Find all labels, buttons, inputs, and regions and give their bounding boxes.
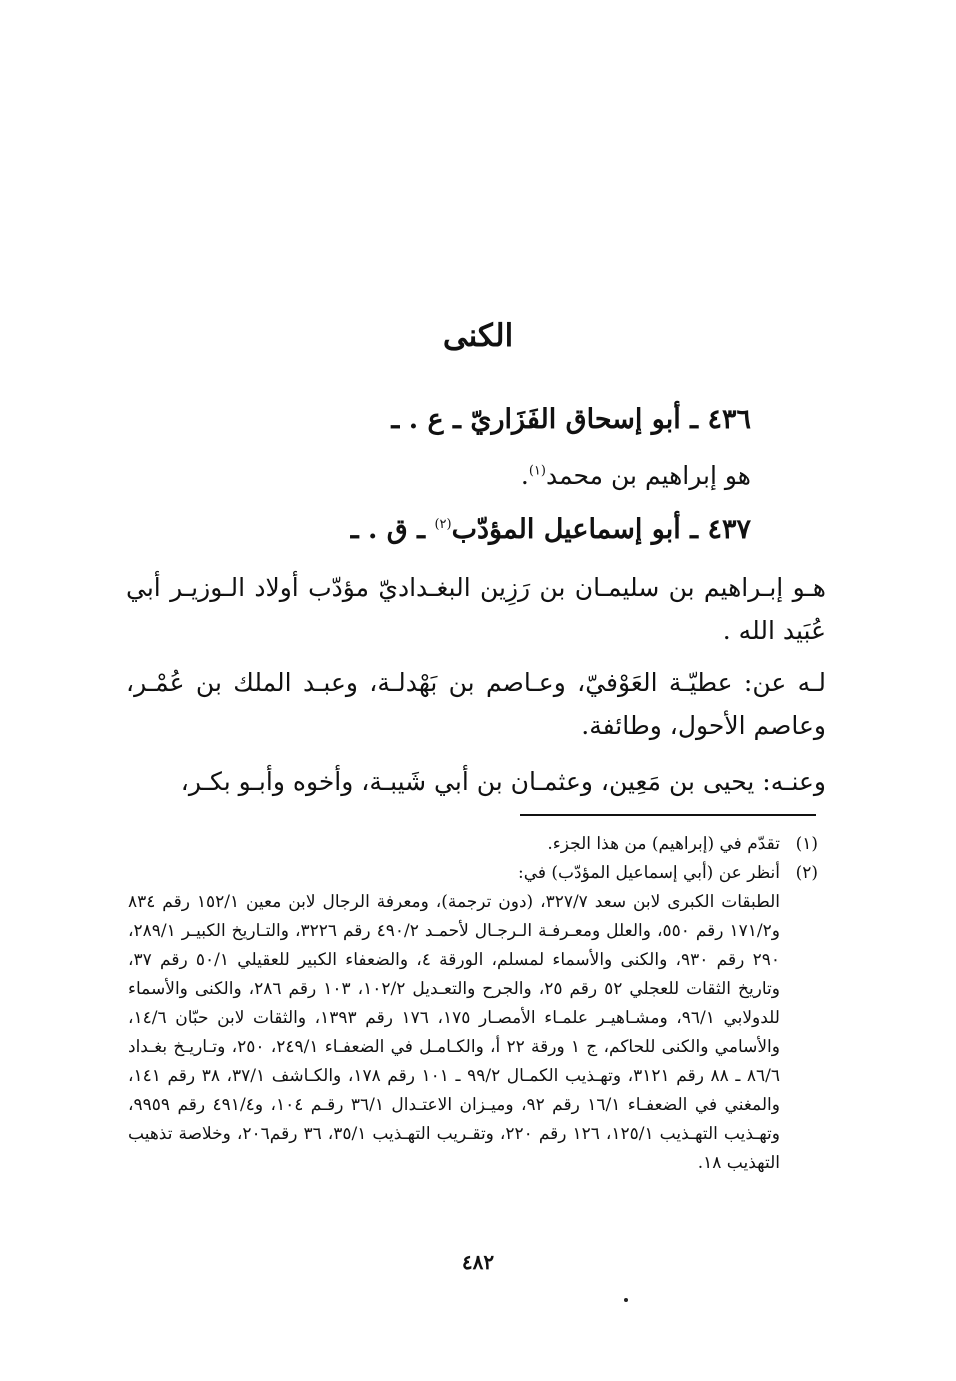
footnote-1-text: تقدّم في (إبراهيم) من هذا الجزء. [547,834,780,854]
entry-437-identity: هـو إبـراهيم بن سليمـان بن رَزِين البغـداديّ مؤدّب أولاد الـوزيـر أبي عُبَيد الله . [126,573,826,645]
footnote-2-number: (٢) [795,863,818,883]
footnote-2-references: الطبقات الكبرى لابن سعد ٣٢٧/٧، (دون ترجمة)، ومعرفة الرجال لابن معين ١٥٢/١ رقم ٨٣٤ و١٧١/٢ رقم ٥٥٠، والعلل ومعـرفـة الـرجـال لأحمـد ٤٩٠/٢ رقم ٣٢٢٦، والتـاريخ الكبيـر ٢٨٩/١، ٢٩٠ رقم ٩٣٠، والكنى والأسماء لمسلم، الورقة ٤، والضعفاء الكبير للعقيلي ٥٠/١ رقم ٣٧، وتاريخ الثقات للعجلي ٥٢ رقم ٢٥، والجرح والتعـديل ١٠٢/٢، ١٠٣ رقم ٢٨٦، والكنى والأسماء للدولابي ٩٦/١، ومشـاهيـر علمـاء الأمصـار ١٧٥، ١٧٦ رقم ١٣٩٣، والثقات لابن حبّان ١٤/٦، والأسامي والكنى للحاكم، ج ١ ورقة ٢٢ أ، والكـامـل في الضعفـاء ٢٤٩/١، ٢٥٠، وتـاريـخ بغـداد ٨٦/٦ ـ ٨٨ رقم ٣١٢١، وتهـذيب الكمـال ٩٩/٢ ـ ١٠١ رقم ١٧٨، والكـاشف ٣٧/١، ٣٨ رقم ١٤١، والمغني في الضعفـاء ١٦/١ رقم ٩٢، وميـزان الاعتـدال ٣٦/١ رقـم ١٠٤، و٤٩١/٤ رقم ٩٩٥٩، وتهـذيب التهـذيب ١٢٥/١، ١٢٦ رقم ٢٢٠، وتقـريب التهـذيب ٣٥/١، ٣٦ رقم٢٠٦، وخلاصة تذهيب التهذيب ١٨. [128,892,781,1173]
entry-437-teachers: لـه عن: عطيّـة العَوْفيّ، وعـاصم بن بَهْدلـة، وعبـد الملك بن عُمْـر، وعاصم الأحول، وطائفة. [126,668,826,740]
footnotes [128,830,818,1178]
footnote-1 [128,830,818,859]
entry-437-students: وعنـه: يحيى بن مَعِين، وعثمـان بن أبي شَيبـة، وأخوه وأبـو بكـر، [180,767,826,796]
footnote-ref-1[interactable]: (١) [528,463,546,479]
entry-437-heading-end: ـ ق . ـ [350,514,435,545]
entry-436-heading [391,404,751,435]
entry-436-identity [521,461,751,490]
entry-436-identity-text: هو إبراهيم بن محمد [545,461,751,490]
entry-437-heading-text: ٤٣٧ ـ أبو إسماعيل المؤدّب [451,514,751,545]
footnote-divider [520,814,816,816]
footnote-2 [128,859,818,888]
entry-436-identity-end: . [520,461,529,490]
footnote-2-text: أنظر عن (أبي إسماعيل المؤدّب) في: [517,863,780,883]
ink-speck [624,1298,628,1302]
section-title: الكنى [442,318,514,354]
page-number: ٤٨٢ [461,1250,495,1274]
entry-437-heading [351,514,751,545]
footnote-1-number: (١) [795,834,818,854]
entry-436-heading-text: ٤٣٦ ـ أبو إسحاق الفَزَاريّ ـ ع . ـ [391,404,751,435]
footnote-ref-2[interactable]: (٢) [434,517,452,532]
